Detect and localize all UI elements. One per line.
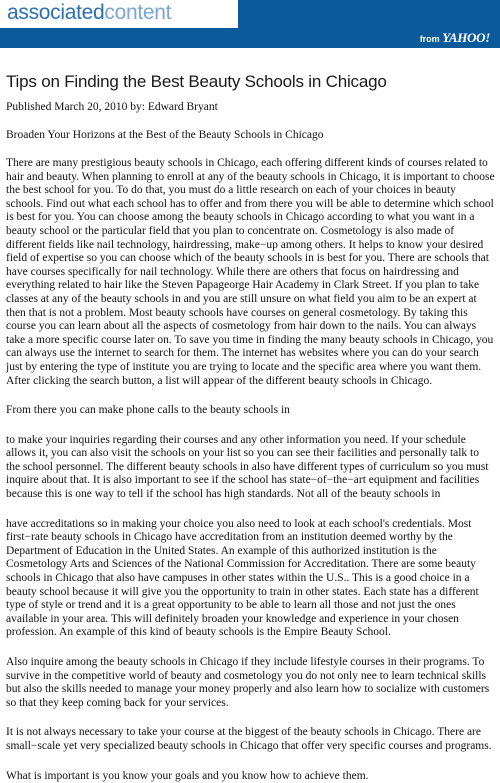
- article-paragraph: Also inquire among the beauty schools in Chicago if they include lifestyle courses in their programs. To survive in the competitive world of beauty and cosmetology you do not only nee to learn technical skills but also the skills needed to manage your money properly and also learn how to socialize with customers so that they keep coming back for your services.: [6, 656, 490, 709]
- article-lead: Broaden Your Horizons at the Best of the Beauty Schools in Chicago: [6, 129, 324, 141]
- article-paragraph: It is not always necessary to take your course at the biggest of the beauty schools in Chicago. There are small−scale yet very specialized beauty schools in Chicago that offer very specific courses and programs.: [6, 726, 492, 752]
- logo-word-associated: associated: [7, 1, 105, 24]
- article-paragraph: There are many prestigious beauty schools in Chicago, each offering different kinds of courses related to hair and beauty. When planning to enroll at any of the beauty schools in Chicago, it is important to choose the best school for you. To do that, you must do a little research on each of your choices in beauty schools. Find out what each school has to offer and from there you will be able to determine which school is best for you. You can choose among the beauty schools in Chicago according to what you want in a beauty school or the particular field that you plan to concentrate on. Cosmetology is also made of different fields like nail technology, hairdressing, make−up among others. It helps to know your desired field of expertise so you can choose which of the beauty schools in is best for you. There are schools that have courses specifically for nail technology. While there are others that focus on hairdressing and everything related to hair like the Steven Papageorge Hair Academy in Clark Street. If you plan to take classes at any of the beauty schools in and you are still unsure on what field you aim to be an expert at then that is not a problem. Most beauty schools have courses on general cosmetology. By taking this course you can learn about all the aspects of cosmetology from hair down to the nails. You can always take a more specific course later on. To save you time in finding the many beauty schools in Chicago, you can always use the internet to search for them. The internet has websites where you can do your search just by entering the type of institute you are trying to locate and the specific area where you want them. After clicking the search button, a list will appear of the different beauty schools in Chicago.: [6, 157, 495, 387]
- article-paragraph: have accreditations so in making your choice you also need to look at each school's credentials. Most first−rate beauty schools in Chicago have accreditation from an institution deemed worthy by the Department of Education in the United States. An example of this authorized institution is the Cosmetology Arts and Sciences of the National Commission for Accreditation. There are some beauty schools in Chicago that also have campuses in other states within the U.S.. This is a good choice in a beauty school because it will give you the opportunity to train in other states. Each state has a different type of style or trend and it is a great opportunity to be able to learn all those and not just the ones available in your area. This will definitely broaden your knowledge and experience in your chosen profession. An example of this kind of beauty schools is the Empire Beauty School.: [6, 517, 479, 639]
- article-paragraph: to make your inquiries regarding their courses and any other information you need. If your schedule allows it, you can also visit the schools on your list so you can see their facilities and personally talk to the school personnel. The different beauty schools in also have different types of curriculum so you must inquire about that. It is also important to see if the school has state−of−the−art equipment and facilities because this is one way to tell if the school has high standards. Not all of the beauty schools in: [6, 433, 489, 501]
- article-paragraph: What is important is you know your goals and you know how to achieve them.: [6, 769, 369, 782]
- from-yahoo-tagline: [420, 30, 490, 46]
- from-label: from: [419, 34, 440, 44]
- article: [0, 72, 500, 783]
- site-header: [0, 0, 500, 48]
- article-paragraph: From there you can make phone calls to the beauty schools in: [6, 404, 290, 417]
- article-title: Tips on Finding the Best Beauty Schools in Chicago: [6, 72, 387, 91]
- yahoo-logo: YAHOO!: [442, 30, 490, 45]
- logo-text: [7, 1, 171, 25]
- logo-word-content: content: [104, 1, 172, 24]
- site-logo[interactable]: [0, 0, 238, 28]
- article-byline: Published March 20, 2010 by: Edward Bryant: [6, 101, 218, 113]
